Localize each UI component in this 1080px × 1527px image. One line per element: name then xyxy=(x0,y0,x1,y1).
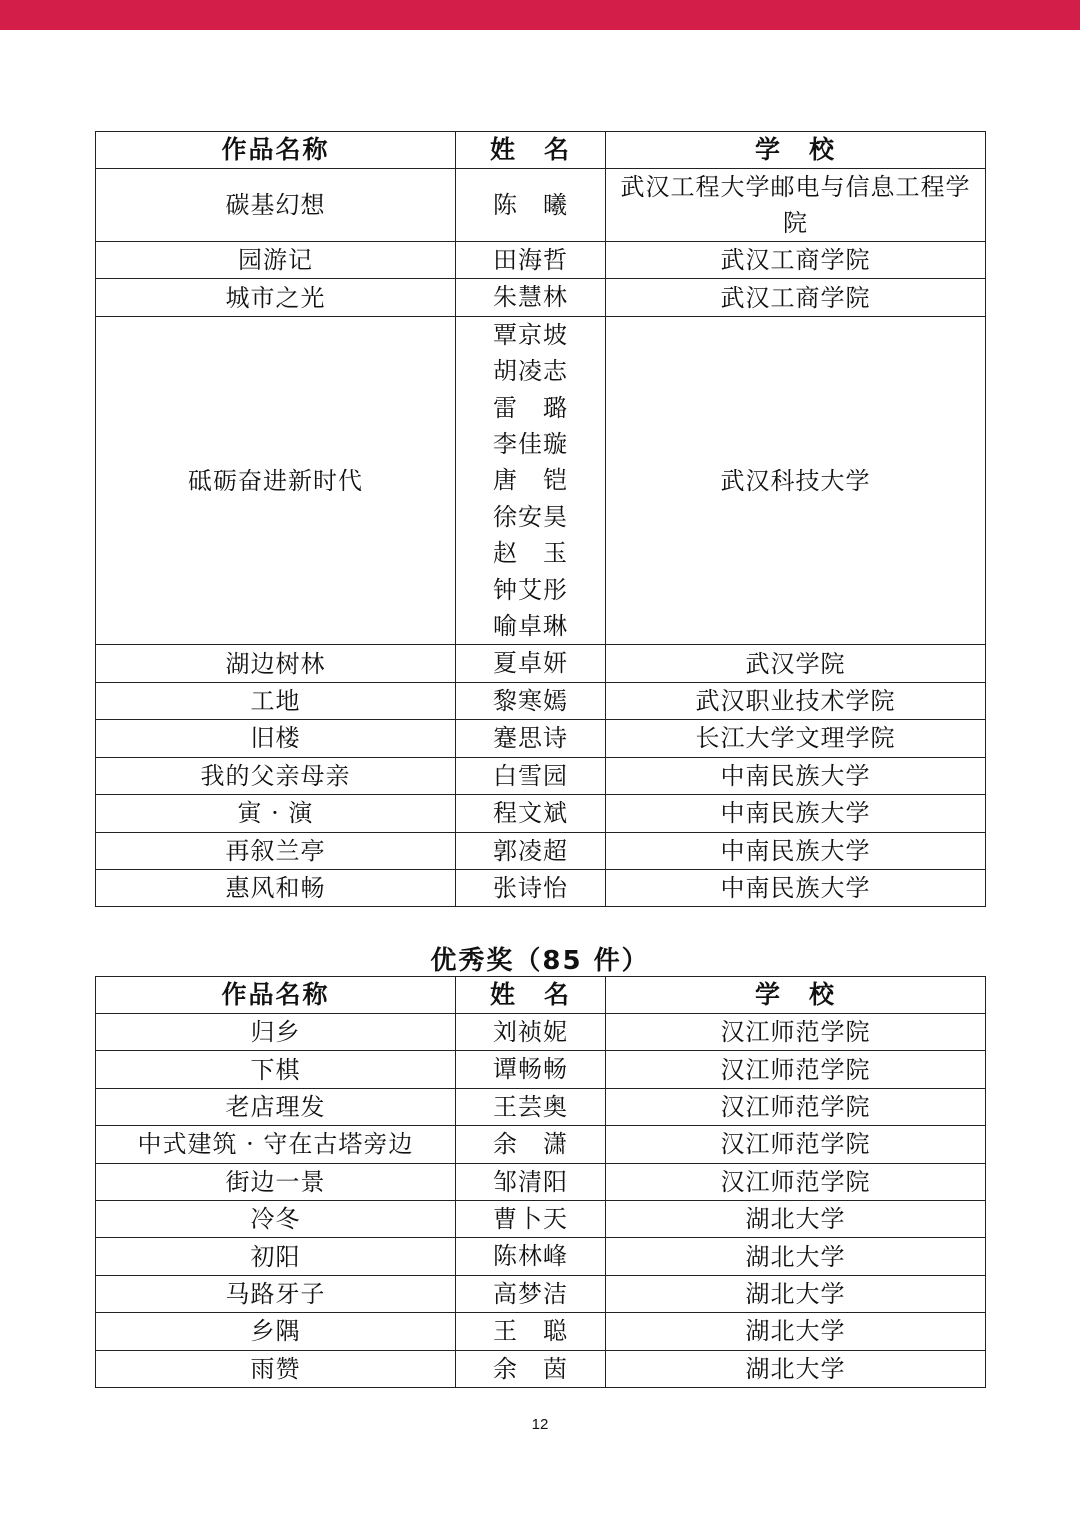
table-row xyxy=(96,1275,986,1312)
author-name: 邹清阳 xyxy=(493,1167,568,1196)
table-row xyxy=(96,1201,986,1238)
author-name-cell xyxy=(456,1163,606,1200)
school-cell: 武汉职业技术学院 xyxy=(606,682,986,719)
author-name-cell xyxy=(456,1014,606,1051)
author-name: 田海哲 xyxy=(493,246,568,274)
author-name-cell xyxy=(456,1201,606,1238)
school-cell: 武汉工商学院 xyxy=(606,279,986,316)
author-name: 程文斌 xyxy=(493,799,568,828)
table-row xyxy=(96,795,986,832)
author-name-cell xyxy=(456,1313,606,1350)
author-name: 余 潇 xyxy=(493,1130,568,1159)
school-cell: 中南民族大学 xyxy=(606,795,986,832)
author-name: 陈 曦 xyxy=(493,190,568,219)
work-title-cell: 街边一景 xyxy=(96,1163,456,1200)
header-school: 学 校 xyxy=(606,977,986,1014)
header-school: 学 校 xyxy=(606,132,986,169)
table-row xyxy=(96,279,986,316)
table-row xyxy=(96,1126,986,1163)
school-cell: 中南民族大学 xyxy=(606,757,986,794)
section-heading-excellence-award: 优秀奖（85 件） xyxy=(430,946,650,976)
work-title-cell: 寅 · 演 xyxy=(96,795,456,832)
author-name: 夏卓妍 xyxy=(493,649,568,678)
author-name-cell xyxy=(456,1088,606,1125)
author-name: 李佳璇 xyxy=(493,430,568,459)
table-row xyxy=(96,682,986,719)
work-title-cell: 归乡 xyxy=(96,1014,456,1051)
author-name: 钟艾彤 xyxy=(493,575,568,604)
author-name-cell xyxy=(456,1051,606,1088)
author-name: 曹卜天 xyxy=(493,1205,568,1234)
author-name: 陈林峰 xyxy=(493,1242,568,1271)
school-cell: 汉江师范学院 xyxy=(606,1088,986,1125)
author-name: 王 聪 xyxy=(493,1317,568,1346)
author-name: 唐 铠 xyxy=(493,466,568,495)
work-title-cell: 砥砺奋进新时代 xyxy=(96,316,456,645)
header-name: 姓 名 xyxy=(456,132,606,169)
author-name-cell xyxy=(456,682,606,719)
work-title-cell: 旧楼 xyxy=(96,720,456,757)
table-row xyxy=(96,1088,986,1125)
author-name: 张诗怡 xyxy=(493,873,568,902)
table-row xyxy=(96,869,986,906)
work-title-cell: 我的父亲母亲 xyxy=(96,757,456,794)
author-name-cell xyxy=(456,169,606,242)
school-cell: 汉江师范学院 xyxy=(606,1163,986,1200)
author-name: 喻卓琳 xyxy=(493,612,568,641)
author-name: 雷 璐 xyxy=(493,393,568,422)
author-name: 徐安昊 xyxy=(493,502,568,531)
author-name: 黎寒嫣 xyxy=(493,686,568,715)
work-title-cell: 湖边树林 xyxy=(96,645,456,682)
author-name: 蹇思诗 xyxy=(493,724,568,753)
work-title-cell: 初阳 xyxy=(96,1238,456,1275)
work-title-cell: 工地 xyxy=(96,682,456,719)
author-name: 白雪园 xyxy=(493,761,568,790)
work-title-cell: 下棋 xyxy=(96,1051,456,1088)
table-header-row xyxy=(96,132,986,169)
work-title-cell: 碳基幻想 xyxy=(96,169,456,242)
table-row xyxy=(96,1313,986,1350)
author-name: 谭畅畅 xyxy=(493,1055,568,1084)
school-cell: 湖北大学 xyxy=(606,1238,986,1275)
header-title: 作品名称 xyxy=(96,977,456,1014)
table-row xyxy=(96,1014,986,1051)
table-row xyxy=(96,169,986,242)
work-title-cell: 惠风和畅 xyxy=(96,869,456,906)
table-row xyxy=(96,316,986,645)
school-cell: 湖北大学 xyxy=(606,1313,986,1350)
header-name: 姓 名 xyxy=(456,977,606,1014)
author-name-cell xyxy=(456,645,606,682)
school-cell: 武汉工商学院 xyxy=(606,242,986,279)
school-cell: 汉江师范学院 xyxy=(606,1051,986,1088)
table-row xyxy=(96,1350,986,1387)
work-title-cell: 再叙兰亭 xyxy=(96,832,456,869)
school-cell: 湖北大学 xyxy=(606,1350,986,1387)
table-row xyxy=(96,1163,986,1200)
school-cell: 汉江师范学院 xyxy=(606,1126,986,1163)
author-name: 朱慧林 xyxy=(493,283,568,312)
work-title-cell: 雨赞 xyxy=(96,1350,456,1387)
author-name-cell xyxy=(456,795,606,832)
table-row xyxy=(96,242,986,279)
top-color-bar xyxy=(0,0,1080,30)
table-header-row xyxy=(96,977,986,1014)
table-row xyxy=(96,1051,986,1088)
author-name: 覃京坡 xyxy=(493,320,568,349)
work-title-cell: 冷冬 xyxy=(96,1201,456,1238)
work-title-cell: 乡隅 xyxy=(96,1313,456,1350)
school-cell: 武汉工程大学邮电与信息工程学院 xyxy=(606,169,986,242)
school-cell: 湖北大学 xyxy=(606,1275,986,1312)
table-row xyxy=(96,1238,986,1275)
header-title: 作品名称 xyxy=(96,132,456,169)
author-name-cell xyxy=(456,720,606,757)
school-cell: 汉江师范学院 xyxy=(606,1014,986,1051)
author-name: 赵 玉 xyxy=(493,539,568,568)
author-name-cell xyxy=(456,1238,606,1275)
author-name-cell xyxy=(456,316,606,645)
school-cell: 中南民族大学 xyxy=(606,832,986,869)
page-number: 12 xyxy=(531,1416,549,1433)
school-cell: 湖北大学 xyxy=(606,1201,986,1238)
author-name: 刘祯妮 xyxy=(493,1018,568,1046)
author-name-cell xyxy=(456,1275,606,1312)
work-title-cell: 城市之光 xyxy=(96,279,456,316)
table-row xyxy=(96,832,986,869)
table-row xyxy=(96,645,986,682)
author-name-cell xyxy=(456,832,606,869)
school-cell: 武汉学院 xyxy=(606,645,986,682)
award-table-1 xyxy=(95,131,986,907)
work-title-cell: 园游记 xyxy=(96,242,456,279)
award-table-2 xyxy=(95,976,986,1388)
author-name: 余 茵 xyxy=(493,1354,568,1383)
school-cell: 武汉科技大学 xyxy=(606,316,986,645)
author-name: 郭凌超 xyxy=(493,836,568,865)
table-row xyxy=(96,720,986,757)
work-title-cell: 马路牙子 xyxy=(96,1275,456,1312)
author-name: 胡凌志 xyxy=(493,357,568,386)
school-cell: 中南民族大学 xyxy=(606,869,986,906)
author-name-cell xyxy=(456,869,606,906)
author-name-cell xyxy=(456,1126,606,1163)
work-title-cell: 老店理发 xyxy=(96,1088,456,1125)
table-row xyxy=(96,757,986,794)
author-name: 王芸奥 xyxy=(493,1092,568,1121)
work-title-cell: 中式建筑 · 守在古塔旁边 xyxy=(96,1126,456,1163)
school-cell: 长江大学文理学院 xyxy=(606,720,986,757)
author-name-cell xyxy=(456,757,606,794)
author-name-cell xyxy=(456,279,606,316)
author-name: 高梦洁 xyxy=(493,1279,568,1308)
author-name-cell xyxy=(456,242,606,279)
author-name-cell xyxy=(456,1350,606,1387)
